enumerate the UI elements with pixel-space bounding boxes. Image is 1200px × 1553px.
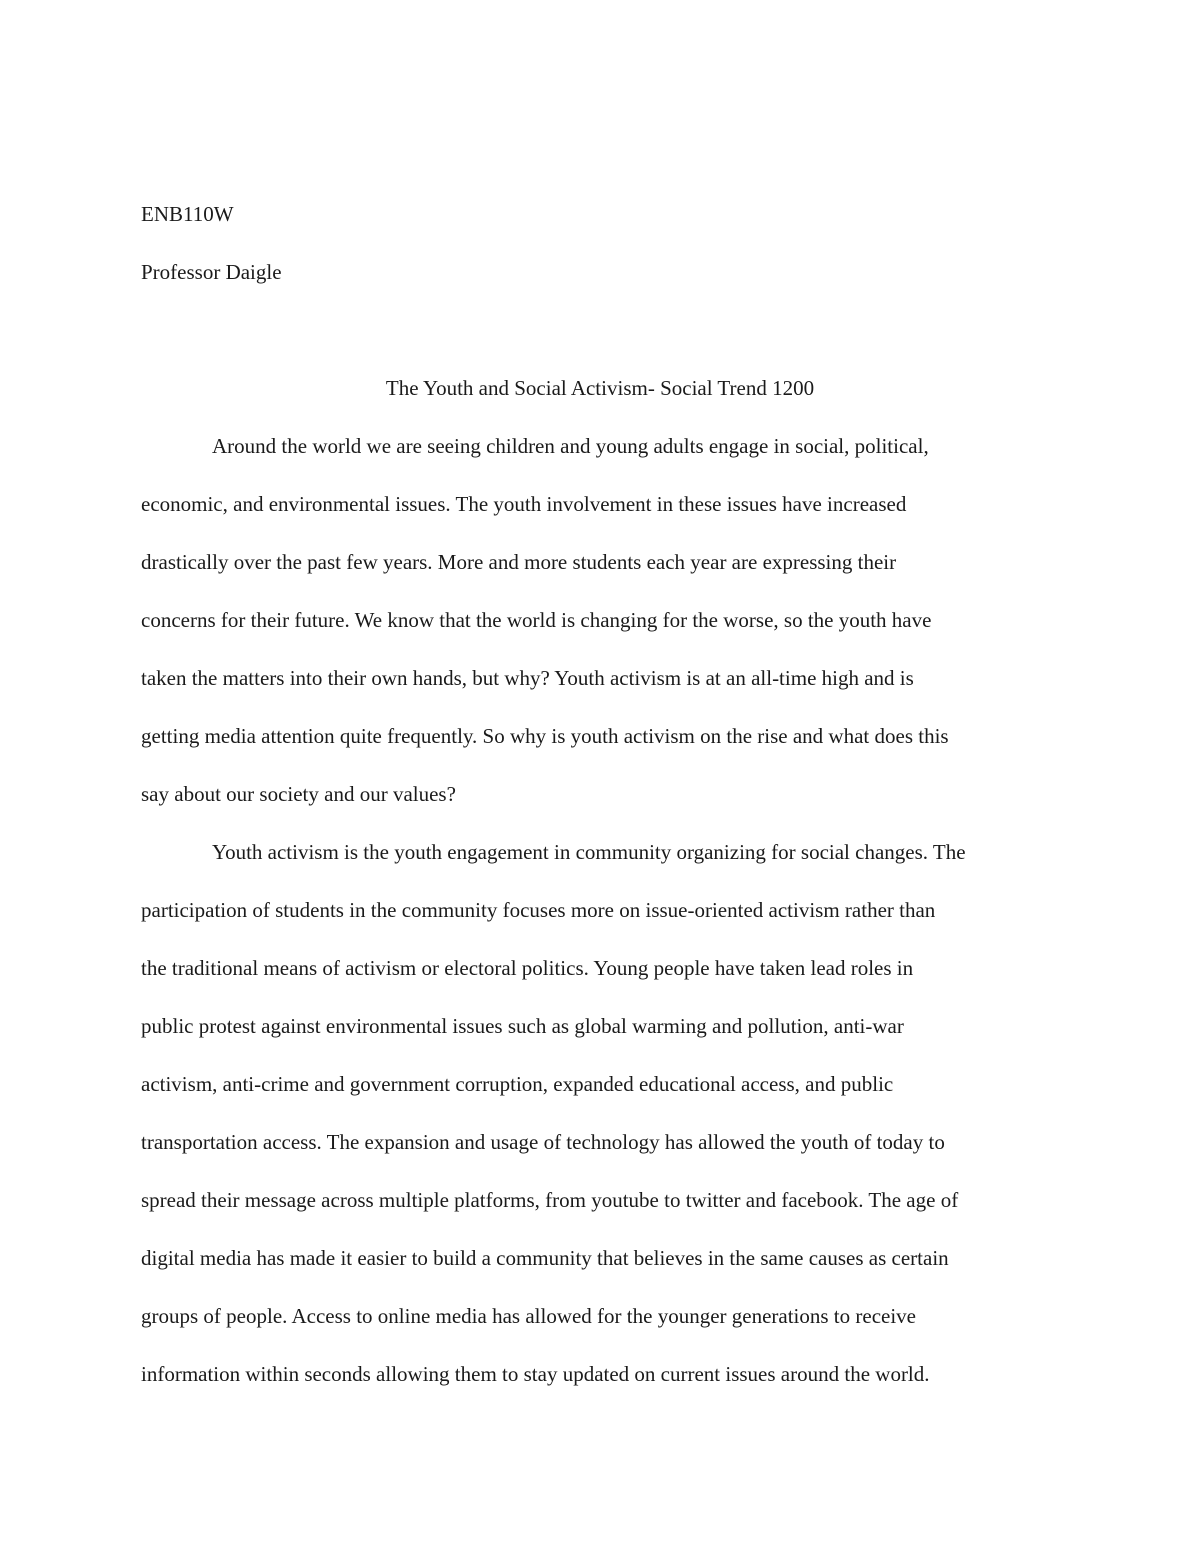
paragraph-line: Youth activism is the youth engagement in community organizing for social changes. The	[212, 840, 966, 864]
paragraph-line: spread their message across multiple platforms, from youtube to twitter and facebook. The age of	[141, 1188, 959, 1212]
paragraph-line: say about our society and our values?	[141, 782, 456, 806]
paragraph-line: Around the world we are seeing children and young adults engage in social, political,	[212, 434, 929, 458]
paragraph-line: digital media has made it easier to build a community that believes in the same causes as certain	[141, 1246, 949, 1270]
paragraph-line: public protest against environmental issues such as global warming and pollution, anti-war	[141, 1014, 904, 1038]
essay-title: The Youth and Social Activism- Social Trend 1200	[385, 376, 815, 400]
paragraph-line: the traditional means of activism or electoral politics. Young people have taken lead roles in	[141, 956, 914, 980]
paragraph-line: information within seconds allowing them to stay updated on current issues around the world.	[141, 1362, 930, 1386]
professor-name: Professor Daigle	[141, 260, 282, 284]
paragraph-line: groups of people. Access to online media has allowed for the younger generations to receive	[141, 1304, 917, 1328]
paragraph-line: getting media attention quite frequently. So why is youth activism on the rise and what does this	[141, 724, 949, 748]
paragraph-line: participation of students in the community focuses more on issue-oriented activism rather than	[141, 898, 936, 922]
course-code: ENB110W	[141, 202, 234, 226]
paragraph-line: activism, anti-crime and government corruption, expanded educational access, and public	[141, 1072, 894, 1096]
paragraph-line: transportation access. The expansion and usage of technology has allowed the youth of today to	[141, 1130, 945, 1154]
paragraph-line: drastically over the past few years. More and more students each year are expressing their	[141, 550, 897, 574]
paragraph-line: concerns for their future. We know that the world is changing for the worse, so the youth have	[141, 608, 932, 632]
paragraph-line: economic, and environmental issues. The youth involvement in these issues have increased	[141, 492, 907, 516]
paragraph-line: taken the matters into their own hands, but why? Youth activism is at an all-time high and is	[141, 666, 914, 690]
